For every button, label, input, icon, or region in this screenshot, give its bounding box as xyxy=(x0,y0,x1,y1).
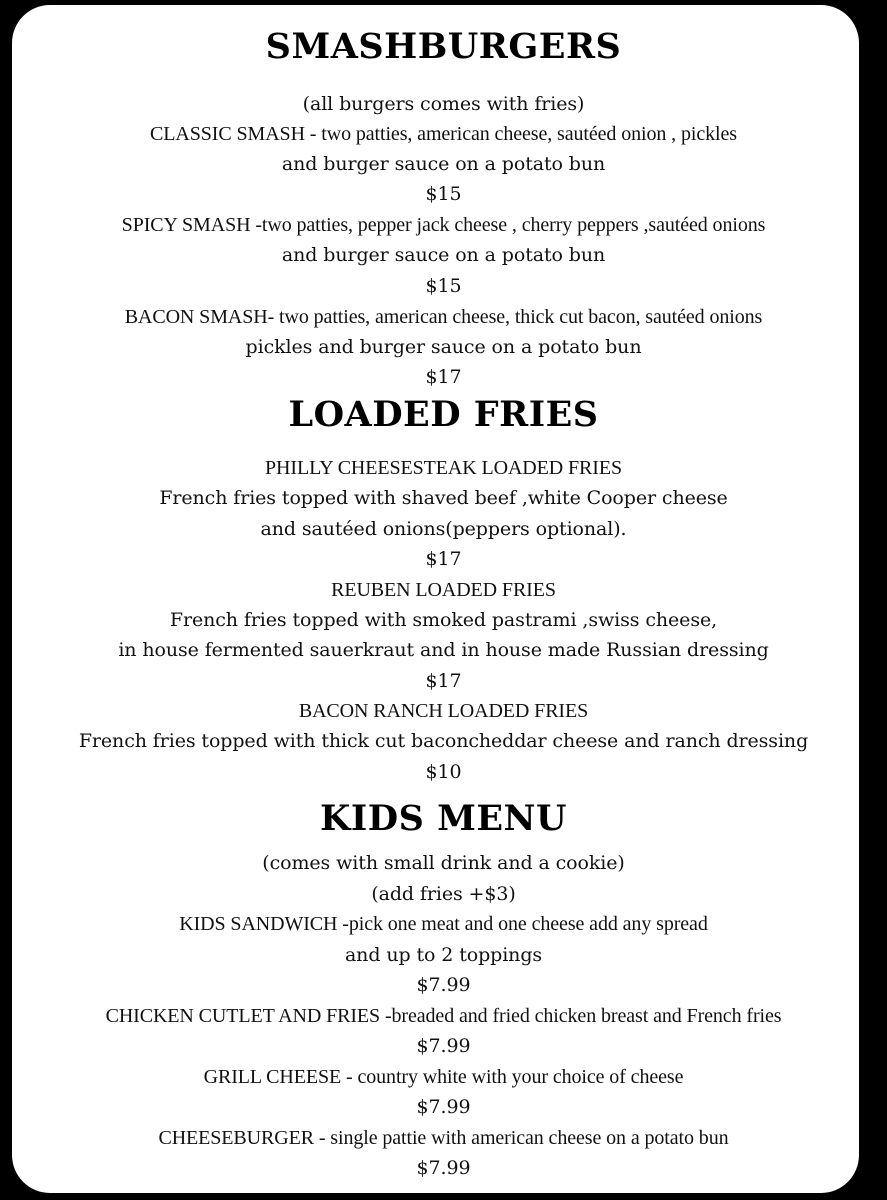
menu-item-kids-sandwich-line1: KIDS SANDWICH -pick one meat and one cheese add any spread xyxy=(179,913,708,935)
menu-item-bacon-ranch-price: $10 xyxy=(425,761,462,783)
menu-item-bacon-smash-line2: pickles and burger sauce on a potato bun xyxy=(245,336,642,358)
section-title-kids-menu: KIDS MENU xyxy=(319,798,568,839)
menu-item-reuben-name: REUBEN LOADED FRIES xyxy=(331,579,556,601)
menu-item-bacon-smash-line1: BACON SMASH- two patties, american cheese, thick cut bacon, sautéed onions xyxy=(124,306,763,328)
menu-item-philly-price: $17 xyxy=(425,548,462,570)
smashburgers-note: (all burgers comes with fries) xyxy=(302,93,585,115)
menu-item-spicy-smash-line2: and burger sauce on a potato bun xyxy=(281,244,606,266)
section-title-loaded-fries: LOADED FRIES xyxy=(288,394,599,435)
menu-item-grill-cheese-price: $7.99 xyxy=(416,1096,471,1118)
menu-item-kids-sandwich-line2: and up to 2 toppings xyxy=(344,944,543,966)
menu-item-cheeseburger-line1: CHEESEBURGER - single pattie with american cheese on a potato bun xyxy=(158,1127,729,1149)
menu-item-reuben-line2: in house fermented sauerkraut and in house made Russian dressing xyxy=(118,639,769,661)
menu-item-spicy-smash-line1: SPICY SMASH -two patties, pepper jack cheese , cherry peppers ,sautéed onions xyxy=(121,214,766,236)
menu-item-philly-line1: French fries topped with shaved beef ,white Cooper cheese xyxy=(159,487,728,509)
menu-item-chicken-cutlet-line1: CHICKEN CUTLET AND FRIES -breaded and fried chicken breast and French fries xyxy=(105,1005,782,1027)
menu-item-bacon-ranch-name: BACON RANCH LOADED FRIES xyxy=(298,700,589,722)
menu-page xyxy=(12,5,859,1193)
menu-item-philly-line2: and sautéed onions(peppers optional). xyxy=(260,518,627,540)
menu-item-spicy-smash-price: $15 xyxy=(425,275,462,297)
menu-item-cheeseburger-price: $7.99 xyxy=(416,1157,471,1179)
menu-item-grill-cheese-line1: GRILL CHEESE - country white with your choice of cheese xyxy=(203,1066,684,1088)
kids-menu-note-drink: (comes with small drink and a cookie) xyxy=(262,852,625,874)
menu-item-chicken-cutlet-price: $7.99 xyxy=(416,1035,471,1057)
section-title-smashburgers: SMASHBURGERS xyxy=(265,26,622,67)
menu-item-classic-smash-line1: CLASSIC SMASH - two patties, american cheese, sautéed onion , pickles xyxy=(150,123,737,145)
menu-item-kids-sandwich-price: $7.99 xyxy=(416,974,471,996)
menu-item-classic-smash-price: $15 xyxy=(425,183,462,205)
menu-item-bacon-smash-price: $17 xyxy=(425,366,462,388)
menu-item-classic-smash-line2: and burger sauce on a potato bun xyxy=(281,153,606,175)
menu-item-reuben-line1: French fries topped with smoked pastrami ,swiss cheese, xyxy=(169,609,718,631)
menu-item-reuben-price: $17 xyxy=(425,670,462,692)
menu-item-philly-name: PHILLY CHEESESTEAK LOADED FRIES xyxy=(265,457,622,479)
kids-menu-note-fries: (add fries +$3) xyxy=(371,883,516,905)
menu-item-bacon-ranch-line1: French fries topped with thick cut baconcheddar cheese and ranch dressing xyxy=(78,730,809,752)
